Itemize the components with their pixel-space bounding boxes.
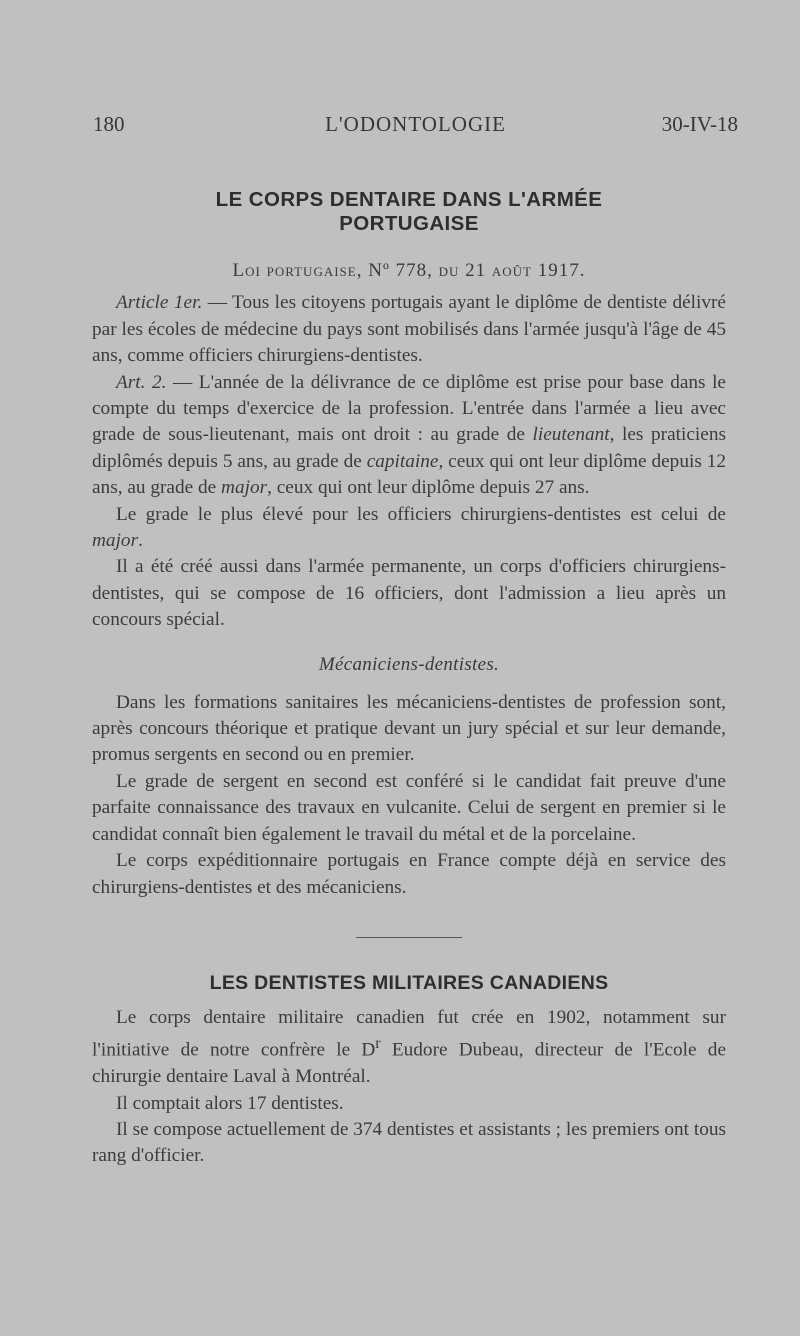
canadian-corps-text-a: Le corps dentaire militaire canadien fut crée en 1902, notamment sur l'initiative de notre confrère le D [92,1006,726,1061]
highest-grade-end: . [138,530,143,552]
law-reference: Loi portugaise, Nº 778, du 21 août 1917. [232,260,586,282]
doctor-abbrev-sup: r [375,1035,381,1053]
sergent-grade-paragraph: Le grade de sergent en second est conféré si le candidat fait preuve d'une parfaite connaissance des travaux en vulcanite. Celui de sergent en premier si le candidat connaît bien également le travail du métal et de la porcelaine. [92,770,726,845]
article-2-text-d: , ceux qui ont leur diplôme depuis 27 ans. [267,477,590,499]
article-2-label: Art. 2. [116,371,167,393]
article-1-label: Article 1er. [116,292,203,314]
page-content [92,188,726,1170]
rank-capitaine: capitaine [366,450,439,472]
section-divider [356,937,462,938]
rank-lieutenant: lieutenant [532,424,610,446]
rank-major: major [221,477,268,499]
second-article-title: LES DENTISTES MILITAIRES CANADIENS [209,971,609,994]
article-2-paragraph [92,370,726,502]
canadian-corps-paragraph [92,1005,726,1091]
article-1-paragraph [92,290,726,369]
dentist-count-paragraph: Il comptait alors 17 dentistes. [116,1092,344,1114]
issue-date: 30-IV-18 [661,112,738,136]
article-title [92,188,726,236]
expeditionary-corps-paragraph: Le corps expéditionnaire portugais en France compte déjà en service des chirurgiens-dentistes et des mécaniciens. [92,850,726,898]
article-2-text-a: — L'année de la délivrance de ce diplôme est prise pour base dans le compte du temps d'exercice de la profession. L'entrée dans l'armée a lieu avec grade de sous-lieutenant, mais ont droit : au grade de [92,371,726,446]
mechanics-paragraph: Dans les formations sanitaires les mécaniciens-dentistes de profession sont, après concours théorique et pratique devant un jury spécial et sur leur demande, promus sergents en second ou en premier. [92,691,726,766]
article-title-line1: LE CORPS DENTAIRE DANS L'ARMÉE [215,188,603,211]
running-header [93,112,738,142]
current-composition-paragraph: Il se compose actuellement de 374 dentistes et assistants ; les premiers ont tous rang d'officier. [92,1118,726,1167]
highest-grade-paragraph [92,502,726,555]
permanent-corps-paragraph: Il a été créé aussi dans l'armée permanente, un corps d'officiers chirurgiens-dentistes, qui se compose de 16 officiers, dont l'admission a lieu après un concours spécial. [92,556,726,631]
highest-grade-rank: major [92,530,139,552]
page-number: 180 [93,112,125,136]
journal-title: L'ODONTOLOGIE [325,112,506,136]
article-2-text-b: , les praticiens diplômés depuis 5 ans, au grade de [92,424,726,472]
article-title-line2: PORTUGAISE [339,212,479,236]
article-2-text-c: , ceux qui ont leur diplôme depuis 12 ans, au grade de [92,450,726,499]
canadian-corps-text-b: Eudore Dubeau, directeur de l'Ecole de chirurgie dentaire Laval à Montréal. [92,1039,727,1088]
section-subheading: Mécaniciens-dentistes. [318,653,500,675]
article-1-text: — Tous les citoyens portugais ayant le diplôme de dentiste délivré par les écoles de médecine du pays sont mobilisés dans l'armée jusqu'à l'âge de 45 ans, comme officiers chirurgiens-dentistes. [92,292,726,367]
highest-grade-text: Le grade le plus élevé pour les officiers chirurgiens-dentistes est celui de [116,503,726,525]
